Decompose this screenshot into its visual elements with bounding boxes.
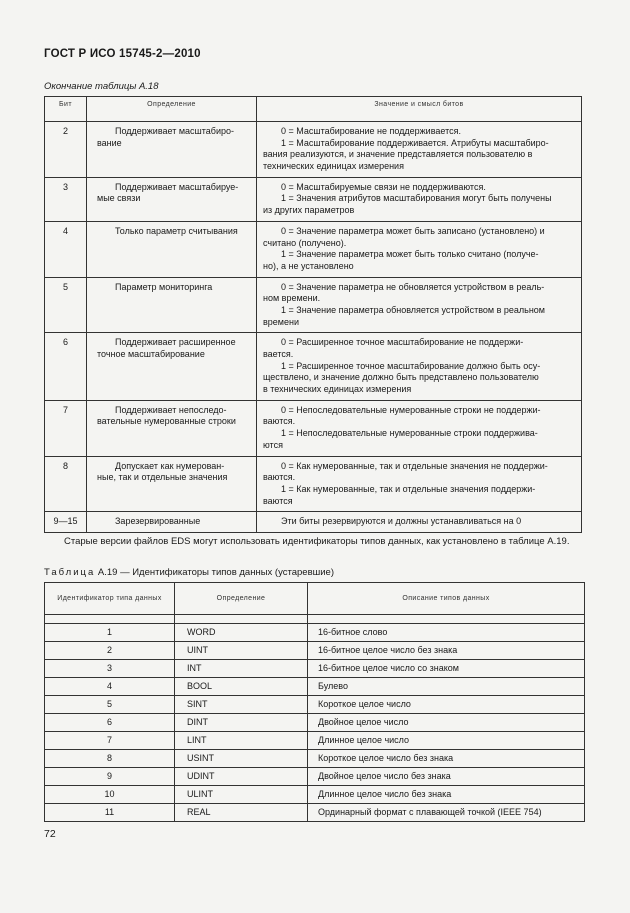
table-row (45, 333, 582, 400)
definition-line: Параметр мониторинга (115, 281, 213, 292)
meaning-line: из других параметров (263, 205, 355, 216)
meaning-line: времени (263, 316, 299, 327)
description-cell: 16-битное слово (308, 624, 585, 642)
meaning-line: 1 = Масштабирование поддерживается. Атрибуты масштабиро- (281, 137, 549, 148)
type-id-cell: 11 (45, 804, 175, 822)
definition-line: Поддерживает масштабиро- (115, 126, 234, 136)
meaning-cell (257, 177, 582, 221)
meaning-cell (257, 456, 582, 512)
meaning-line: 1 = Непоследовательные нумерованные строки поддержива- (281, 428, 538, 439)
meaning-line: 1 = Расширенное точное масштабирование должно быть осу- (281, 360, 541, 371)
table-row (45, 732, 585, 750)
table-row (45, 512, 582, 533)
meaning-line: ваются. (263, 416, 296, 427)
meaning-line: в технических единицах измерения (263, 384, 412, 395)
table-row (45, 804, 585, 822)
description-cell: 16-битное целое число без знака (308, 642, 585, 660)
definition-cell (87, 277, 257, 333)
definition-line: мые связи (97, 193, 141, 204)
table-a19-title-text: А.19 — Идентификаторы типов данных (устаревшие) (97, 567, 334, 578)
table-a18-caption: Окончание таблицы А.18 (44, 81, 159, 92)
meaning-cell (257, 221, 582, 277)
definition-line: Поддерживает масштабируе- (115, 181, 239, 192)
table-row (45, 400, 582, 456)
meaning-line: ваются (263, 495, 293, 506)
type-id-cell: 5 (45, 696, 175, 714)
table-row (45, 768, 585, 786)
description-cell: Длинное целое число без знака (308, 786, 585, 804)
definition-cell: UINT (175, 642, 308, 660)
page-number: 72 (44, 828, 56, 840)
meaning-line: 1 = Значение параметра может быть только считано (получе- (281, 249, 539, 260)
bit-cell: 9—15 (45, 512, 87, 533)
body-paragraph: Старые версии файлов EDS могут использовать идентификаторы типов данных, как установлено в таблице А.19. (64, 536, 570, 547)
document-header: ГОСТ Р ИСО 15745-2—2010 (44, 48, 201, 60)
definition-cell: UDINT (175, 768, 308, 786)
meaning-line: Эти биты резервируются и должны устанавливаться на 0 (281, 516, 522, 527)
meaning-line: 0 = Масштабирование не поддерживается. (281, 126, 461, 136)
definition-line: ные, так и отдельные значения (97, 472, 228, 483)
definition-line: Допускает как нумерован- (115, 460, 225, 471)
meaning-line: ном времени. (263, 293, 321, 304)
bit-cell: 2 (45, 122, 87, 178)
meaning-line: 1 = Значения атрибутов масштабирования могут быть получены (281, 193, 552, 204)
definition-line: Только параметр считывания (115, 225, 238, 236)
table-header-row (45, 583, 585, 615)
meaning-line: вания реализуются, и значение представляется пользователю в (263, 149, 533, 160)
type-id-cell: 3 (45, 660, 175, 678)
definition-cell: INT (175, 660, 308, 678)
table-a18 (44, 96, 582, 533)
table-row (45, 642, 585, 660)
description-cell: Ординарный формат с плавающей точкой (IEEE 754) (308, 804, 585, 822)
definition-cell (87, 122, 257, 178)
description-cell: Длинное целое число (308, 732, 585, 750)
table-a19-body (45, 624, 585, 822)
table-header-row (45, 97, 582, 122)
meaning-line: ваются. (263, 472, 296, 483)
column-header-bit: Бит (45, 97, 87, 122)
column-header-definition: Определение (87, 97, 257, 122)
bit-cell: 7 (45, 400, 87, 456)
table-a19-title (44, 567, 334, 578)
bit-cell: 5 (45, 277, 87, 333)
meaning-cell (257, 333, 582, 400)
meaning-cell (257, 400, 582, 456)
table-row (45, 696, 585, 714)
meaning-line: 1 = Значение параметра обновляется устройством в реальном (281, 304, 545, 315)
meaning-line: но), а не установлено (263, 260, 354, 271)
meaning-line: 0 = Расширенное точное масштабирование не поддержи- (281, 337, 524, 348)
description-cell: Короткое целое число без знака (308, 750, 585, 768)
table-a19 (44, 582, 585, 822)
column-header-description: Описание типов данных (308, 583, 585, 615)
definition-cell: ULINT (175, 786, 308, 804)
type-id-cell: 8 (45, 750, 175, 768)
meaning-line: 0 = Значение параметра не обновляется устройством в реаль- (281, 281, 545, 292)
type-id-cell: 1 (45, 624, 175, 642)
description-cell: Двойное целое число (308, 714, 585, 732)
type-id-cell: 2 (45, 642, 175, 660)
column-header-meaning: Значение и смысл битов (257, 97, 582, 122)
bit-cell: 3 (45, 177, 87, 221)
meaning-line: 0 = Значение параметра может быть записано (установлено) и (281, 225, 545, 236)
table-row (45, 122, 582, 178)
table-row (45, 678, 585, 696)
table-row (45, 221, 582, 277)
definition-line: вание (97, 137, 122, 148)
definition-cell: REAL (175, 804, 308, 822)
meaning-line: 0 = Как нумерованные, так и отдельные значения не поддержи- (281, 460, 548, 471)
meaning-cell (257, 277, 582, 333)
table-row (45, 456, 582, 512)
definition-cell (87, 221, 257, 277)
definition-line: Поддерживает расширенное (115, 337, 236, 348)
table-a19-title-prefix: Таблица (44, 567, 96, 578)
type-id-cell: 9 (45, 768, 175, 786)
type-id-cell: 6 (45, 714, 175, 732)
table-row (45, 177, 582, 221)
definition-cell: USINT (175, 750, 308, 768)
bit-cell: 8 (45, 456, 87, 512)
definition-cell (87, 400, 257, 456)
table-row (45, 277, 582, 333)
definition-line: точное масштабирование (97, 349, 205, 359)
definition-cell: LINT (175, 732, 308, 750)
meaning-line: 0 = Масштабируемые связи не поддерживаются. (281, 181, 486, 192)
bit-cell: 4 (45, 221, 87, 277)
header-spacer-row (45, 615, 585, 624)
meaning-line: 1 = Как нумерованные, так и отдельные значения поддержи- (281, 483, 536, 494)
table-row (45, 714, 585, 732)
table-a18-body (45, 122, 582, 533)
definition-line: вательные нумерованные строки (97, 416, 236, 427)
definition-line: Поддерживает непоследо- (115, 404, 227, 415)
description-cell: Короткое целое число (308, 696, 585, 714)
definition-cell: WORD (175, 624, 308, 642)
meaning-line: ществлено, и значение должно быть представлено пользователю (263, 372, 539, 383)
type-id-cell: 7 (45, 732, 175, 750)
type-id-cell: 10 (45, 786, 175, 804)
meaning-line: ются (263, 439, 283, 450)
type-id-cell: 4 (45, 678, 175, 696)
definition-cell (87, 456, 257, 512)
meaning-line: технических единицах измерения (263, 161, 404, 172)
meaning-cell (257, 122, 582, 178)
table-row (45, 750, 585, 768)
definition-cell (87, 512, 257, 533)
meaning-cell (257, 512, 582, 533)
meaning-line: 0 = Непоследовательные нумерованные строки не поддержи- (281, 404, 541, 415)
table-row (45, 624, 585, 642)
meaning-line: считано (получено). (263, 237, 347, 248)
table-row (45, 660, 585, 678)
description-cell: 16-битное целое число со знаком (308, 660, 585, 678)
definition-line: Зарезервированные (115, 516, 201, 527)
definition-cell (87, 177, 257, 221)
column-header-definition: Определение (175, 583, 308, 615)
table-row (45, 786, 585, 804)
definition-cell: DINT (175, 714, 308, 732)
description-cell: Булево (308, 678, 585, 696)
meaning-line: вается. (263, 349, 294, 359)
bit-cell: 6 (45, 333, 87, 400)
description-cell: Двойное целое число без знака (308, 768, 585, 786)
definition-cell (87, 333, 257, 400)
definition-cell: BOOL (175, 678, 308, 696)
definition-cell: SINT (175, 696, 308, 714)
column-header-type-id: Идентификатор типа данных (45, 583, 175, 615)
